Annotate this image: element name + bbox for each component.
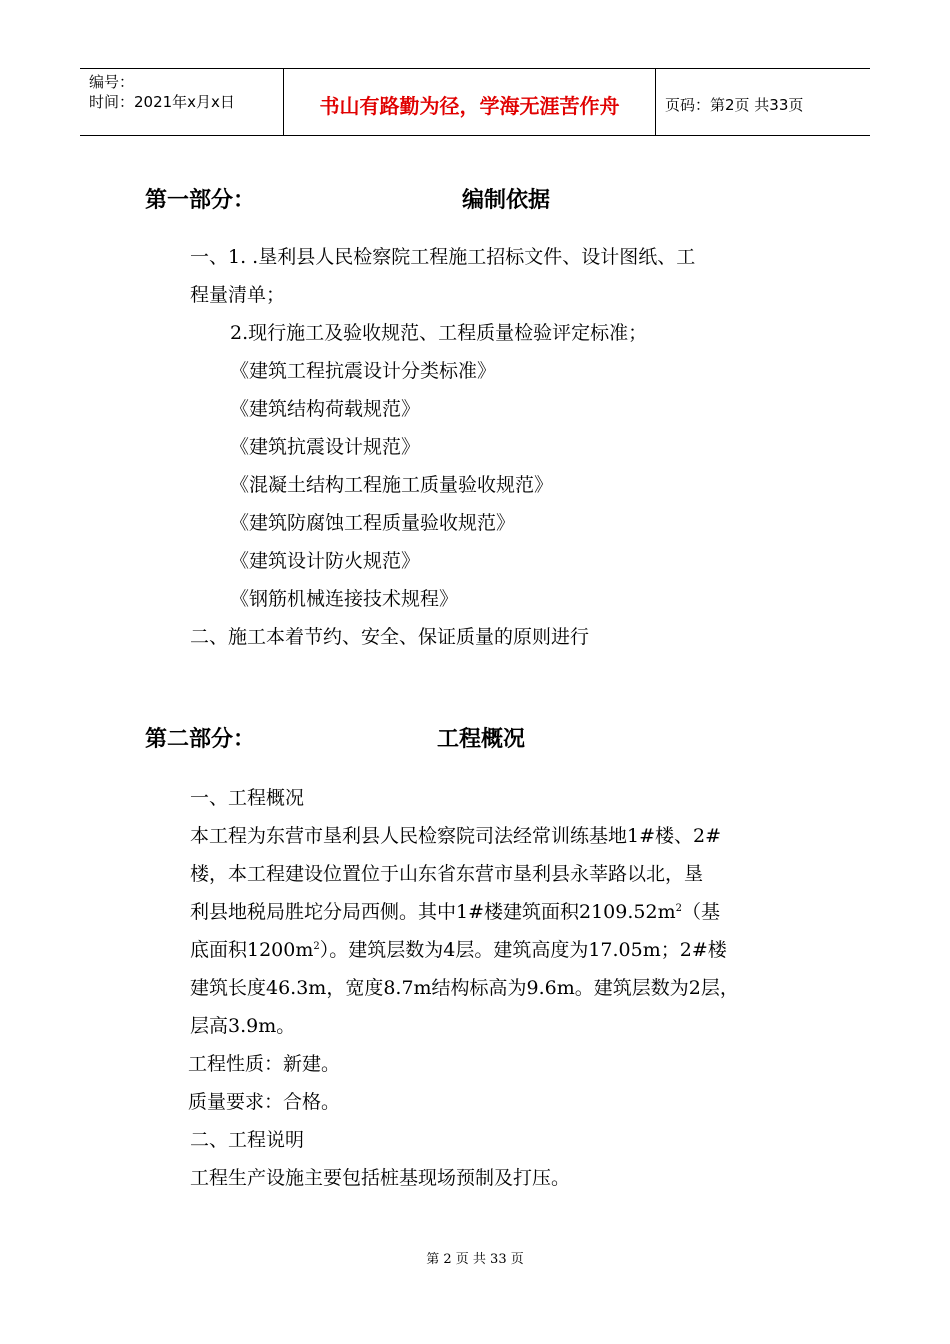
part2-line-8: 工程性质：新建。 bbox=[188, 1053, 341, 1075]
part1-line-1: 一、1. .垦利县人民检察院工程施工招标文件、设计图纸、工 bbox=[190, 246, 696, 268]
part2-heading-label: 第二部分： bbox=[145, 727, 256, 752]
part2-line-5: 底面积$1200m^2$）。建筑层数为4层。建筑高度为17.05m；2#楼 bbox=[190, 939, 727, 961]
part2-line-4: 利县地税局胜坨分局西侧。其中1#楼建筑面积$2109.52m^2$（基 bbox=[190, 901, 720, 923]
part1-line-9: 《建筑设计防火规范》 bbox=[230, 550, 421, 572]
part2-line-10: 二、工程说明 bbox=[190, 1129, 305, 1151]
part2-line-1: 一、工程概况 bbox=[190, 787, 305, 809]
document-number: 编号： bbox=[89, 73, 135, 91]
header-meta bbox=[80, 69, 283, 135]
part1-heading-title: 编制依据 bbox=[462, 188, 551, 213]
page-header bbox=[80, 68, 870, 136]
header-motto: 书山有路勤为径，学海无涯苦作舟 bbox=[283, 69, 656, 135]
part1-line-2: 程量清单； bbox=[190, 284, 286, 306]
part1-line-3: 2.现行施工及验收规范、工程质量检验评定标准； bbox=[230, 322, 648, 344]
part2-line-3: 楼，本工程建设位置位于山东省东营市垦利县永莘路以北，垦 bbox=[190, 863, 704, 885]
part1-line-4: 《建筑工程抗震设计分类标准》 bbox=[230, 360, 497, 382]
part1-heading-label: 第一部分： bbox=[145, 188, 256, 213]
part2-line-9: 质量要求：合格。 bbox=[188, 1091, 341, 1113]
part2-line-11: 工程生产设施主要包括桩基现场预制及打压。 bbox=[190, 1167, 571, 1189]
part1-line-5: 《建筑结构荷载规范》 bbox=[230, 398, 421, 420]
part1-line-7: 《混凝土结构工程施工质量验收规范》 bbox=[230, 474, 554, 496]
part1-line-6: 《建筑抗震设计规范》 bbox=[230, 436, 421, 458]
part2-heading-title: 工程概况 bbox=[437, 727, 526, 752]
document-date: 时间：2021年x月x日 bbox=[89, 93, 235, 111]
part1-line-11: 二、施工本着节约、安全、保证质量的原则进行 bbox=[190, 626, 590, 648]
page-footer: 第 2 页 共 33 页 bbox=[426, 1252, 524, 1267]
part1-line-8: 《建筑防腐蚀工程质量验收规范》 bbox=[230, 512, 516, 534]
part2-line-2: 本工程为东营市垦利县人民检察院司法经常训练基地1#楼、2# bbox=[190, 825, 722, 847]
part2-line-6: 建筑长度46.3m，宽度8.7m结构标高为9.6m。建筑层数为2层， bbox=[190, 977, 739, 999]
part1-line-10: 《钢筋机械连接技术规程》 bbox=[230, 588, 459, 610]
header-page-info: 页码：第2页 共33页 bbox=[665, 95, 804, 114]
part2-line-7: 层高3.9m。 bbox=[190, 1015, 296, 1037]
